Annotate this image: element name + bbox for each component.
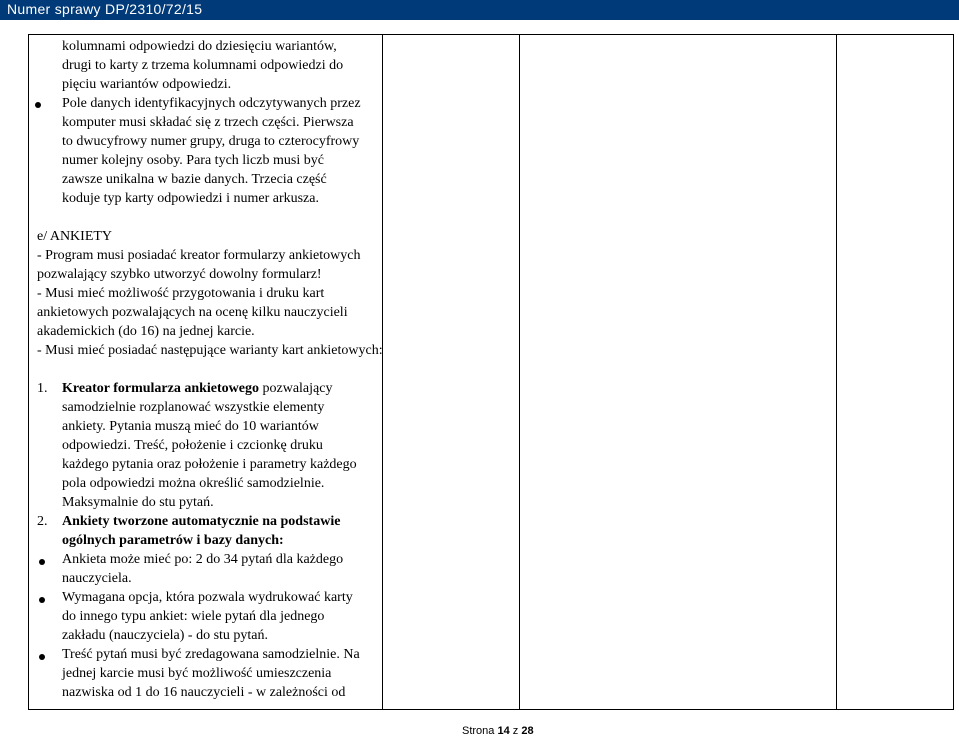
case-number-title: Numer sprawy DP/2310/72/15	[7, 1, 203, 17]
text-line: Ankieta może mieć po: 2 do 34 pytań dla każdego	[62, 552, 344, 567]
text-line: koduje typ karty odpowiedzi i numer arkusza.	[62, 191, 319, 206]
page-footer	[462, 725, 534, 737]
column-divider	[519, 35, 520, 709]
text-line: - Program musi posiadać kreator formularzy ankietowych	[37, 248, 361, 263]
column-divider	[836, 35, 837, 709]
list-number: 2.	[37, 514, 48, 529]
text-line: Pole danych identyfikacyjnych odczytywanych przez	[62, 96, 361, 111]
page-label: Strona	[462, 725, 495, 737]
text-line: drugi to karty z trzema kolumnami odpowiedzi do	[62, 58, 344, 73]
text-line: nauczyciela.	[62, 571, 132, 586]
text-line: Maksymalnie do stu pytań.	[62, 495, 214, 510]
text-line: ankietowych pozwalających na ocenę kilku nauczycieli	[37, 305, 348, 320]
bullet-icon	[39, 559, 45, 565]
text-line: - Musi mieć posiadać następujące warianty kart ankietowych:	[37, 343, 383, 358]
text-line: ankiety. Pytania muszą mieć do 10 wariantów	[62, 419, 319, 434]
text-line: akademickich (do 16) na jednej karcie.	[37, 324, 255, 339]
text-line: nazwiska od 1 do 16 nauczycieli - w zależności od	[62, 685, 346, 700]
item-title-rest: pozwalający	[259, 381, 333, 396]
text-line: numer kolejny osoby. Para tych liczb musi być	[62, 153, 324, 168]
bullet-icon	[39, 654, 45, 660]
text-line: samodzielnie rozplanować wszystkie elementy	[62, 400, 325, 415]
text-line: zakładu (nauczyciela) - do stu pytań.	[62, 628, 269, 643]
text-line: odpowiedzi. Treść, położenie i czcionkę druku	[62, 438, 323, 453]
text-line: każdego pytania oraz położenie i parametry każdego	[62, 457, 357, 472]
text-line: do innego typu ankiet: wiele pytań dla jednego	[62, 609, 325, 624]
list-number: 1.	[37, 381, 48, 396]
text-line: pięciu wariantów odpowiedzi.	[62, 77, 232, 92]
section-heading: e/ ANKIETY	[37, 229, 113, 244]
text-line: - Musi mieć możliwość przygotowania i druku kart	[37, 286, 325, 301]
document-header-bar	[0, 0, 959, 20]
page-total: 28	[521, 725, 534, 737]
specification-table	[28, 34, 954, 710]
text-line: Wymagana opcja, która pozwala wydrukować karty	[62, 590, 353, 605]
page-of-label: z	[512, 725, 519, 737]
text-line: zawsze unikalna w bazie danych. Trzecia część	[62, 172, 327, 187]
text-line: pola odpowiedzi można określić samodzielnie.	[62, 476, 325, 491]
text-line: Treść pytań musi być zredagowana samodzielnie. Na	[62, 647, 360, 662]
column-divider	[382, 35, 383, 709]
page-number: 14	[497, 725, 510, 737]
text-line: Ankiety tworzone automatycznie na podstawie	[62, 514, 341, 529]
bullet-icon	[35, 102, 41, 108]
text-line: ogólnych parametrów i bazy danych:	[62, 533, 284, 548]
text-line: pozwalający szybko utworzyć dowolny formularz!	[37, 267, 322, 282]
text-line: kolumnami odpowiedzi do dziesięciu wariantów,	[62, 39, 337, 54]
item-bold-title: Kreator formularza ankietowego	[62, 381, 259, 396]
text-line: to dwucyfrowy numer grupy, druga to czterocyfrowy	[62, 134, 360, 149]
text-line: jednej karcie musi być możliwość umieszczenia	[62, 666, 332, 681]
bullet-icon	[39, 597, 45, 603]
text-line	[62, 380, 332, 399]
text-line: komputer musi składać się z trzech części. Pierwsza	[62, 115, 354, 130]
